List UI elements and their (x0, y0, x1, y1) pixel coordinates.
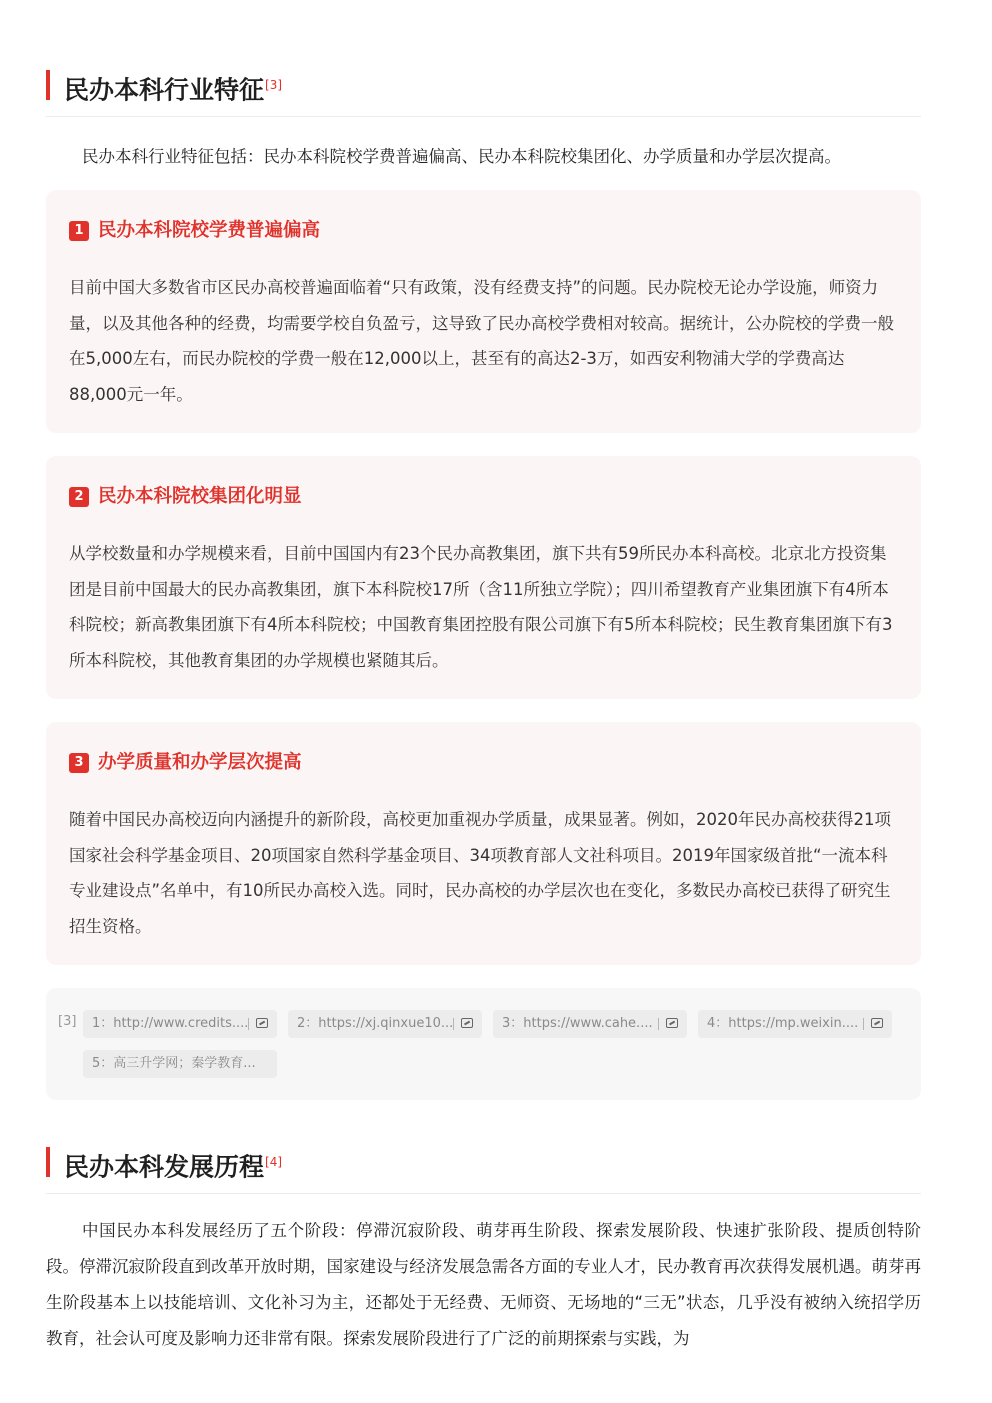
feature-card-3 (46, 722, 921, 965)
section-intro: 民办本科行业特征包括：民办本科院校学费普遍偏高、民办本科院校集团化、办学质量和办学层次提高。 (82, 147, 841, 166)
card-paragraph: 随着中国民办高校迈向内涵提升的新阶段，高校更加重视办学质量，成果显著。例如，2020年民办高校获得21项国家社会科学基金项目、20项国家自然科学基金项目、34项教育部人文社科项目。2019年国家级首批“一流本科专业建设点”名单中，有10所民办高校入选。同时，民办高校的办学层次也在变化，多数民办高校已获得了研究生招生资格。 (69, 810, 891, 936)
card-number-badge: 1 (69, 221, 89, 241)
card-number-badge: 3 (69, 753, 89, 773)
chip-divider (248, 1018, 249, 1030)
feature-card-2 (46, 456, 921, 699)
open-link-icon[interactable] (256, 1018, 268, 1028)
chip-divider (863, 1018, 864, 1030)
citation-link[interactable]: [4] (265, 1155, 283, 1169)
card-number-badge: 2 (69, 487, 89, 507)
section-title (64, 68, 282, 107)
section-header-history (46, 1145, 921, 1194)
chip-divider (658, 1018, 659, 1030)
reference-link-5[interactable] (83, 1050, 277, 1078)
reference-link-3[interactable] (493, 1010, 687, 1038)
section-title-text: 民办本科发展历程 (64, 1152, 265, 1182)
reference-link-text: 5：高三升学网；秦学教育... (92, 1056, 256, 1071)
reference-link-text: 3：https://www.cahe.... (502, 1016, 653, 1031)
section-header-characteristics (46, 68, 921, 117)
reference-link-2[interactable] (288, 1010, 482, 1038)
history-paragraph: 中国民办本科发展经历了五个阶段：停滞沉寂阶段、萌芽再生阶段、探索发展阶段、快速扩张阶段、提质创特阶段。停滞沉寂阶段直到改革开放时期，国家建设与经济发展急需各方面的专业人才，民办教育再次获得发展机遇。萌芽再生阶段基本上以技能培训、文化补习为主，还都处于无经费、无师资、无场地的“三无”状态，几乎没有被纳入统招学历教育，社会认可度及影响力还非常有限。探索发展阶段进行了广泛的前期探索与实践，为 (46, 1221, 921, 1348)
section-title (64, 1145, 282, 1184)
card-heading: 办学质量和办学层次提高 (98, 752, 302, 773)
reference-link-1[interactable] (83, 1010, 277, 1038)
reference-link-text: 1：http://www.credits.... (92, 1016, 249, 1031)
section-accent-bar (46, 1147, 50, 1177)
citation-link[interactable]: [3] (265, 78, 283, 92)
feature-card-1 (46, 190, 921, 433)
chip-divider (453, 1018, 454, 1030)
card-heading: 民办本科院校集团化明显 (98, 486, 302, 507)
section-accent-bar (46, 70, 50, 100)
card-paragraph: 从学校数量和办学规模来看，目前中国国内有23个民办高教集团，旗下共有59所民办本科高校。北京北方投资集团是目前中国最大的民办高教集团，旗下本科院校17所（含11所独立学院）；四川希望教育产业集团旗下有4所本科院校；新高教集团旗下有4所本科院校；中国教育集团控股有限公司旗下有5所本科院校；民生教育集团旗下有3所本科院校，其他教育集团的办学规模也紧随其后。 (69, 544, 893, 670)
open-link-icon[interactable] (871, 1018, 883, 1028)
reference-link-text: 2：https://xj.qinxue10... (297, 1016, 454, 1031)
card-paragraph: 目前中国大多数省市区民办高校普遍面临着“只有政策，没有经费支持”的问题。民办院校无论办学设施，师资力量，以及其他各种的经费，均需要学校自负盈亏，这导致了民办高校学费相对较高。据统计，公办院校的学费一般在5,000左右，而民办院校的学费一般在12,000以上，甚至有的高达2-3万，如西安利物浦大学的学费高达88,000元一年。 (69, 278, 894, 404)
references-marker: [3] (58, 1014, 77, 1029)
reference-link-4[interactable] (698, 1010, 892, 1038)
open-link-icon[interactable] (666, 1018, 678, 1028)
section-title-text: 民办本科行业特征 (64, 75, 265, 105)
reference-link-text: 4：https://mp.weixin.... (707, 1016, 859, 1031)
references-box (46, 988, 921, 1100)
card-heading: 民办本科院校学费普遍偏高 (98, 220, 321, 241)
open-link-icon[interactable] (461, 1018, 473, 1028)
